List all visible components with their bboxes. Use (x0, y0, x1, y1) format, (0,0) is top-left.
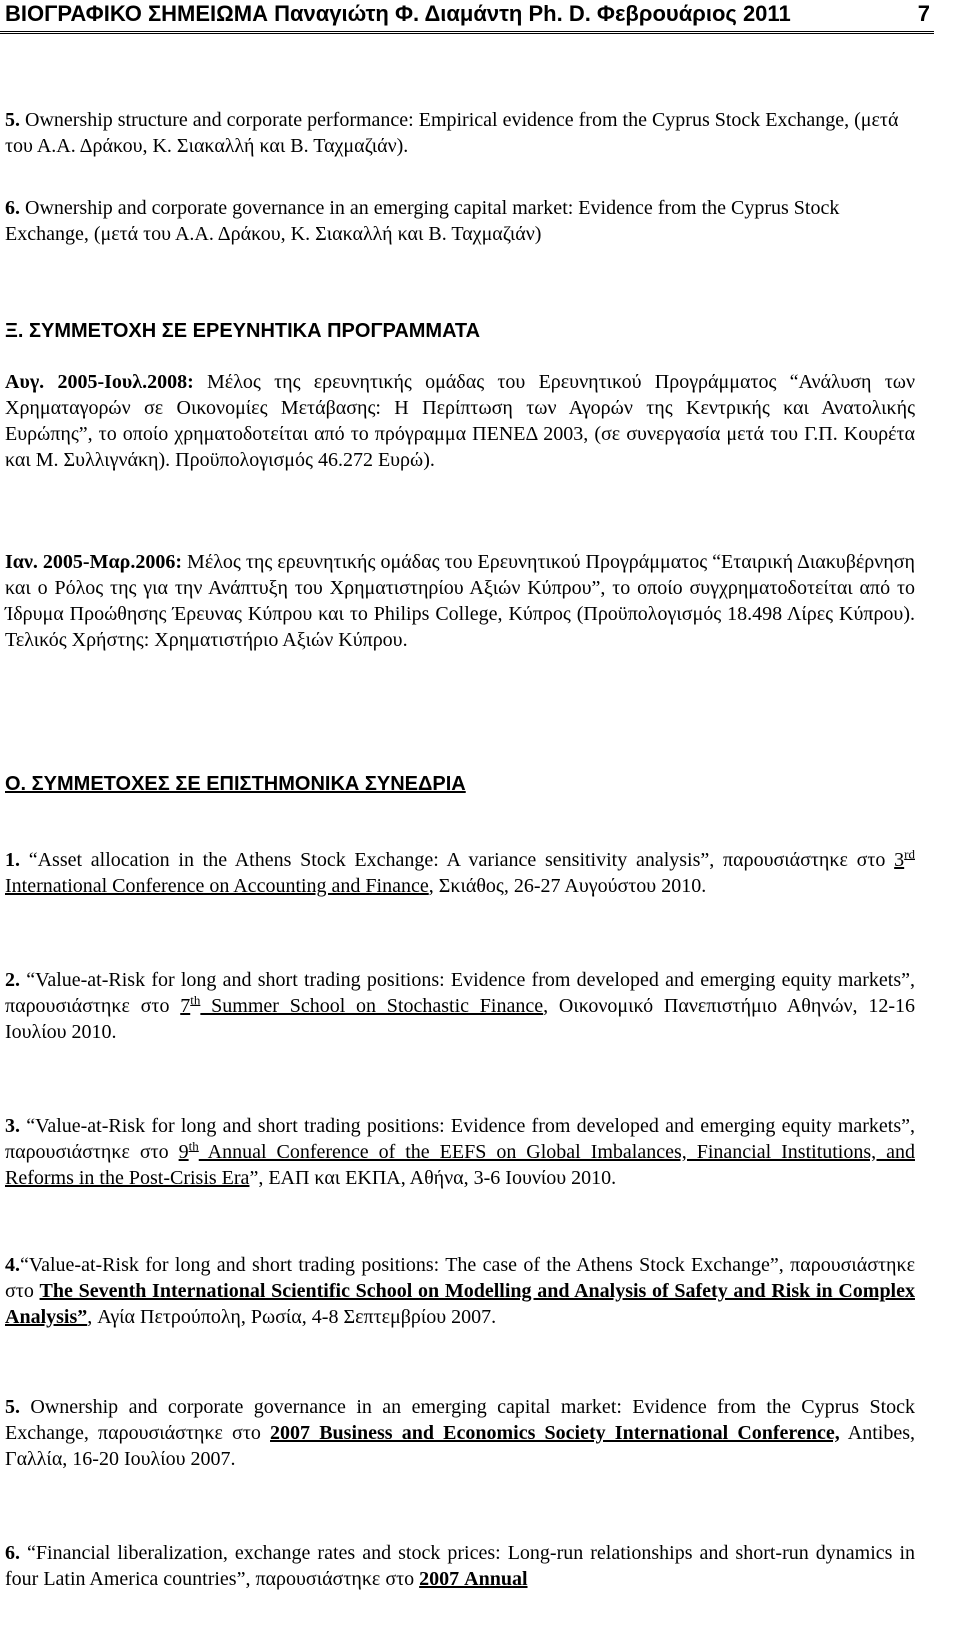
item-number: 3. (5, 1115, 20, 1137)
conference-item-2 (5, 967, 915, 1045)
item-text: “Value-at-Risk for long and short trading positions: Evidence from developed and emerging equity markets”, παρουσιάστηκε στο (5, 1115, 915, 1163)
ordinal-suffix: th (188, 1138, 199, 1154)
item-text: “Financial liberalization, exchange rates and stock prices: Long-run relationships and short-run dynamics in four Latin America countries”, παρουσιάστηκε στο (5, 1542, 915, 1590)
item-text-tail: Antibes, Γαλλία, 16-20 Ιουλίου 2007. (5, 1422, 915, 1470)
ordinal-suffix: th (190, 992, 201, 1008)
header-title: ΒΙΟΓΡΑΦΙΚΟ ΣΗΜΕΙΩΜΑ Παναγιώτη Φ. Διαμάντη Ph. D. Φεβρουάριος 2011 (5, 1, 791, 26)
item-text: “Value-at-Risk for long and short trading positions: Evidence from developed and emerging equity markets”, παρουσιάστηκε στο (5, 969, 915, 1017)
program-period: Ιαν. 2005-Μαρ.2006: (5, 551, 182, 573)
conference-item-3 (5, 1113, 915, 1191)
item-number: 6. (5, 197, 20, 219)
conference-name: 2007 Business and Economics Society International Conference, (270, 1422, 840, 1444)
program-period: Αυγ. 2005-Ιουλ.2008: (5, 371, 194, 393)
item-text-tail: ”, ΕΑΠ και ΕΚΠΑ, Αθήνα, 3-6 Ιουνίου 2010. (249, 1167, 617, 1189)
page-number: 7 (917, 1, 930, 26)
program-description: Μέλος της ερευνητικής ομάδας του Ερευνητικού Προγράμματος “Ανάλυση των Χρηματαγορών σε Οικονομίες Μετάβασης: Η Περίπτωση των Αγορών της Κεντρικής και Ανατολικής Ευρώπης”, το οποίο χρηματοδοτείται από το πρόγραμμα ΠΕΝΕΔ 2003, (σε συνεργασία μετά του Γ.Π. Κουρέτα και Μ. Συλλιγνάκη). Προϋπολογισμός 46.272 Ευρώ). (5, 371, 916, 471)
publication-item-5 (5, 107, 915, 159)
item-number: 6. (5, 1542, 20, 1564)
section-heading-research-programs: Ξ. ΣΥΜΜΕΤΟΧΗ ΣΕ ΕΡΕΥΝΗΤΙΚΑ ΠΡΟΓΡΑΜΜΑΤΑ (5, 320, 481, 342)
item-number: 2. (5, 969, 20, 991)
ordinal: 7 (180, 995, 191, 1017)
program-description: Μέλος της ερευνητικής ομάδας του Ερευνητικού Προγράμματος “Εταιρική Διακυβέρνηση και ο Ρόλος της για την Ανάπτυξη του Χρηματιστηρίου Αξιών Κύπρου”, το οποίο συγχρηματοδοτείται από το Ίδρυμα Προώθησης Έρευνας Κύπρου και το Philips College, Κύπρος (Προϋπολογισμός 18.498 Λίρες Κύπρου). Τελικός Χρήστης: Χρηματιστήριο Αξιών Κύπρου. (5, 551, 915, 651)
conference-item-1 (5, 847, 915, 899)
item-text-tail: , Αγία Πετρούπολη, Ρωσία, 4-8 Σεπτεμβρίου 2007. (87, 1306, 497, 1328)
item-text: Ownership and corporate governance in an emerging capital market: Evidence from the Cyprus Stock Exchange, (μετά του Α.Α. Δράκου, Κ. Σιακαλλή και Β. Ταχμαζιάν) (5, 197, 840, 245)
conference-name: Summer School on Stochastic Finance (200, 995, 544, 1017)
section-heading-conferences: Ο. ΣΥΜΜΕΤΟΧΕΣ ΣΕ ΕΠΙΣΤΗΜΟΝΙΚΑ ΣΥΝΕΔΡΙΑ (5, 773, 466, 795)
item-number: 4. (5, 1254, 20, 1276)
item-text: “Asset allocation in the Athens Stock Exchange: A variance sensitivity analysis”, παρουσιάστηκε στο (20, 849, 895, 871)
conference-name: International Conference on Accounting and Finance (5, 875, 429, 897)
item-text: Ownership structure and corporate performance: Empirical evidence from the Cyprus Stock Exchange, (μετά του Α.Α. Δράκου, Κ. Σιακαλλή και Β. Ταχμαζιάν). (5, 109, 899, 157)
conference-item-4 (5, 1252, 915, 1330)
item-number: 5. (5, 1396, 20, 1418)
item-text: “Value-at-Risk for long and short trading positions: The case of the Athens Stock Exchange”, παρουσιάστηκε στο (5, 1254, 915, 1302)
conference-item-6 (5, 1540, 915, 1592)
item-number: 5. (5, 109, 20, 131)
ordinal: 3 (894, 849, 905, 871)
header-rule (0, 31, 934, 34)
conference-name: Annual Conference of the EEFS on Global Imbalances, Financial Institutions, and Reforms in the Post-Crisis Era (5, 1141, 915, 1189)
publication-item-6 (5, 195, 915, 247)
research-program-item (5, 549, 915, 653)
item-text: Ownership and corporate governance in an emerging capital market: Evidence from the Cyprus Stock Exchange, παρουσιάστηκε στο (5, 1396, 915, 1444)
running-header (0, 0, 960, 30)
research-program-item (5, 369, 915, 473)
ordinal-suffix: rd (904, 846, 915, 862)
item-text-tail: , Οικονομικό Πανεπιστήμιο Αθηνών, 12-16 Ιουλίου 2010. (5, 995, 915, 1043)
ordinal: 9 (178, 1141, 189, 1163)
conference-name: 2007 Annual (419, 1568, 528, 1590)
item-number: 1. (5, 849, 20, 871)
conference-name: The Seventh International Scientific School on Modelling and Analysis of Safety and Risk in Complex Analysis” (5, 1280, 915, 1328)
conference-item-5 (5, 1394, 915, 1472)
item-text-tail: , Σκιάθος, 26-27 Αυγούστου 2010. (428, 875, 707, 897)
